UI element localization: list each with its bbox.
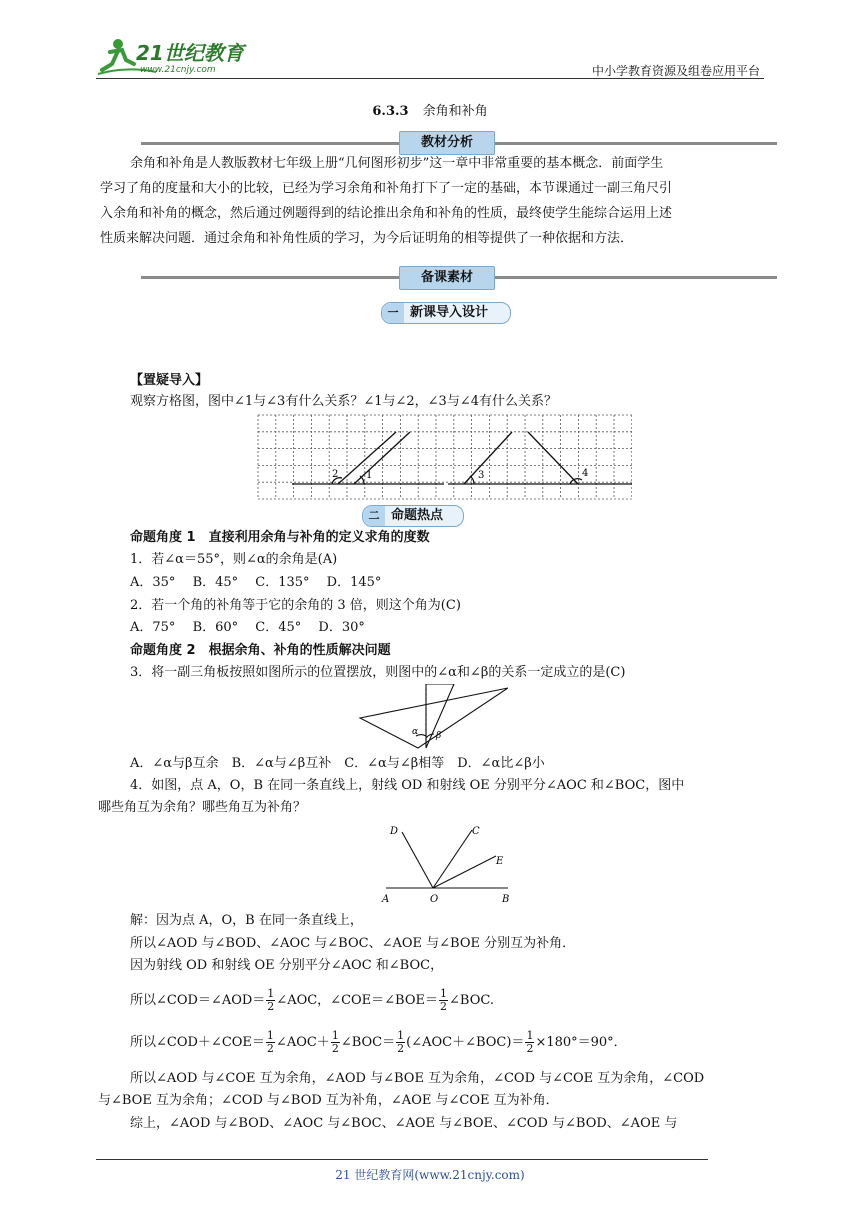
- grid-label-3: 3: [478, 470, 485, 481]
- intro-heading: 【置疑导入】: [130, 373, 209, 388]
- ray-oc: [433, 830, 472, 888]
- intro-question: 观察方格图，图中∠1与∠3有什么关系？∠1与∠2，∠3与∠4有什么关系？: [130, 394, 557, 409]
- fraction-half: $\frac{1}{2}$: [526, 1029, 534, 1055]
- solution-line-4: 所以∠COD＝∠AOD＝ $\frac{1}{2}$ ∠AOC，∠COE＝∠BOE＝ $\frac{1}{2}$ ∠BOC.: [130, 987, 494, 1013]
- question-3: 3．将一副三角板按照如图所示的位置摆放，则图中的∠α和∠β的关系一定成立的是(C): [130, 665, 626, 680]
- footer-divider: [96, 1159, 708, 1160]
- badge-number: 一: [382, 303, 404, 323]
- page-title: [0, 100, 860, 119]
- grid-figure: [256, 414, 632, 500]
- badge-label: 新课导入设计: [410, 305, 489, 320]
- solution-line-2: 所以∠AOD 与∠BOD、∠AOC 与∠BOC、∠AOE 与∠BOE 分别互为补角．: [130, 936, 576, 951]
- topic-heading-1: 命题角度 1 直接利用余角与补角的定义求角的度数: [130, 530, 430, 545]
- subsection-badge-intro: [381, 302, 511, 324]
- question-1: 1．若∠α＝55°，则∠α的余角是(A): [130, 552, 338, 567]
- topic-heading-2: 命题角度 2 根据余角、补角的性质解决问题: [130, 643, 391, 658]
- rays-figure: [378, 822, 518, 908]
- point-c-label: C: [472, 826, 480, 837]
- point-b-label: B: [502, 894, 510, 905]
- header-divider: [96, 78, 764, 79]
- subsection-badge-hot: [362, 505, 464, 527]
- solution-line-8: 综上，∠AOD 与∠BOD、∠AOC 与∠BOC、∠AOE 与∠BOE、∠COD 与∠BOD、∠AOE 与: [130, 1116, 678, 1131]
- site-logo: [96, 36, 256, 78]
- fraction-half: $\frac{1}{2}$: [397, 1029, 405, 1055]
- fraction-half: $\frac{1}{2}$: [266, 1029, 274, 1055]
- question-2-options: A．75° B．60° C．45° D．30°: [130, 620, 365, 635]
- logo-text: 21世纪教育: [136, 41, 244, 65]
- grid-label-1: 1: [366, 470, 373, 481]
- solution-line-1: 解：因为点 A，O，B 在同一条直线上，: [130, 913, 363, 928]
- section-number: 6.3.3: [372, 104, 409, 119]
- section-heading-materials: 备课素材: [399, 266, 495, 290]
- point-a-label: A: [382, 894, 390, 905]
- question-4-line-1: 4．如图，点 A，O，B 在同一条直线上，射线 OD 和射线 OE 分别平分∠AOC 和∠BOC，图中: [130, 778, 685, 793]
- solution-line-7: 与∠BOE 互为余角；∠COD 与∠BOD 互为补角，∠AOE 与∠COE 互为补角．: [98, 1093, 559, 1108]
- triangle-large: [360, 688, 508, 748]
- question-4-line-2: 哪些角互为余角？哪些角互为补角？: [98, 800, 307, 815]
- angle-alpha-label: α: [412, 727, 419, 737]
- solution-line-6: 所以∠AOD 与∠COE 互为余角，∠AOD 与∠BOE 互为余角，∠COD 与∠COE 互为余角，∠COD: [130, 1071, 705, 1086]
- badge-number: 二: [363, 506, 385, 526]
- grid-label-2: 2: [332, 469, 339, 480]
- ray-oe: [433, 856, 496, 888]
- footer-text: 21 世纪教育网(www.21cnjy.com): [335, 1168, 525, 1182]
- triangle-figure: [356, 684, 508, 750]
- angle-beta-label: β: [436, 731, 442, 741]
- section-heading-analysis: 教材分析: [399, 131, 495, 155]
- ray-d: [528, 432, 578, 484]
- point-d-label: D: [390, 826, 399, 837]
- badge-label: 命题热点: [391, 508, 444, 523]
- point-o-label: O: [430, 894, 439, 905]
- point-e-label: E: [496, 856, 504, 867]
- ray-b: [354, 432, 410, 484]
- fraction-half: $\frac{1}{2}$: [331, 1029, 339, 1055]
- analysis-line: 余角和补角是人教版教材七年级上册“几何图形初步”这一章中非常重要的基本概念．前面学生: [130, 156, 664, 171]
- analysis-paragraph: [100, 151, 766, 251]
- grid-label-4: 4: [582, 468, 589, 479]
- question-2: 2．若一个角的补角等于它的余角的 3 倍，则这个角为(C): [130, 598, 461, 613]
- analysis-line: 性质来解决问题．通过余角和补角性质的学习，为今后证明角的相等提供了一种依据和方法．: [100, 231, 634, 246]
- question-3-options: A．∠α与β互余 B．∠α与∠β互补 C．∠α与∠β相等 D．∠α比∠β小: [130, 756, 545, 771]
- fraction-half: $\frac{1}{2}$: [267, 987, 275, 1013]
- logo-url: www.21cnjy.com: [140, 65, 216, 75]
- ray-od: [402, 832, 433, 888]
- platform-name: 中小学教育资源及组卷应用平台: [591, 64, 760, 78]
- analysis-line: 入余角和补角的概念，然后通过例题得到的结论推出余角和补角的性质，最终使学生能综合运用上述: [100, 206, 673, 221]
- section-title: 余角和补角: [422, 104, 488, 119]
- solution-line-5: 所以∠COD＋∠COE＝ $\frac{1}{2}$ ∠AOC＋ $\frac{1}{2}$ ∠BOC＝ $\frac{1}{2}$ (∠AOC＋∠BOC)＝ $\frac{1}{2}$ ×180°＝90°．: [130, 1029, 627, 1055]
- analysis-line: 学习了角的度量和大小的比较，已经为学习余角和补角打下了一定的基础，本节课通过一副三角尺引: [100, 181, 673, 196]
- solution-line-3: 因为射线 OD 和射线 OE 分别平分∠AOC 和∠BOC，: [130, 958, 444, 973]
- fraction-half: $\frac{1}{2}$: [440, 987, 448, 1013]
- question-1-options: A．35° B．45° C．135° D．145°: [130, 575, 382, 590]
